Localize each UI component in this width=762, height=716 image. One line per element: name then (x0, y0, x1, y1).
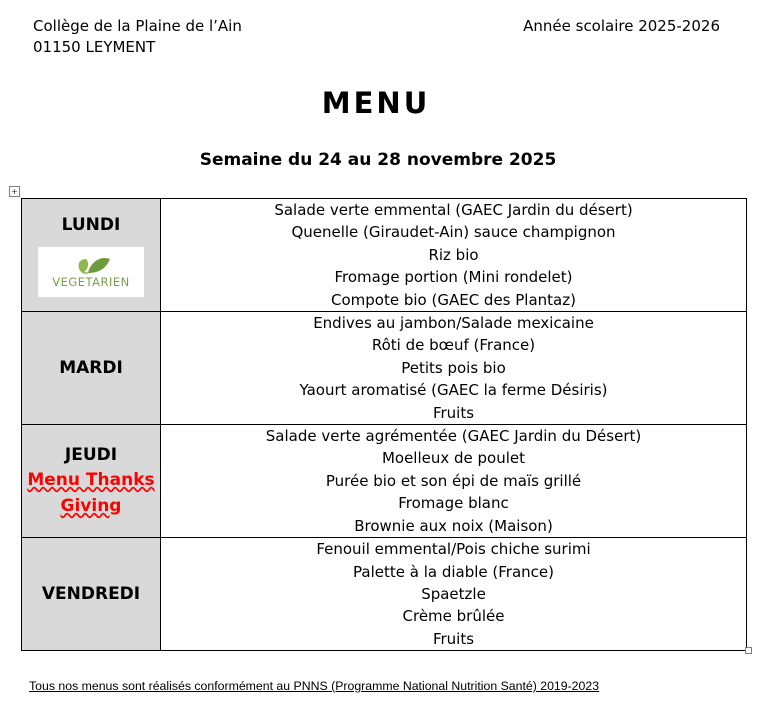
day-name-friday: VENDREDI (41, 584, 141, 605)
dish: Petits pois bio (401, 358, 506, 377)
table-row-monday (22, 199, 747, 312)
day-cell-tuesday (22, 312, 161, 425)
school-year: Année scolaire 2025-2026 (523, 17, 720, 35)
vegetarian-label: VEGETARIEN (52, 275, 130, 290)
dish: Spaetzle (421, 584, 486, 603)
dish: Palette à la diable (France) (353, 562, 554, 581)
vegetarian-logo (38, 247, 144, 297)
dishes-cell-friday (161, 538, 747, 651)
dishes-cell-tuesday (161, 312, 747, 425)
table-resize-handle[interactable] (745, 647, 752, 654)
dish: Purée bio et son épi de maïs grillé (325, 471, 582, 490)
dish: Fromage blanc (398, 494, 509, 513)
special-menu-label: Giving (60, 496, 122, 517)
week-subtitle: Semaine du 24 au 28 novembre 2025 (199, 150, 557, 170)
dish: Compote bio (GAEC des Plantaz) (331, 290, 576, 309)
dish: Endives au jambon/Salade mexicaine (313, 314, 594, 333)
dishes-cell-monday (161, 199, 747, 312)
dish: Fromage portion (Mini rondelet) (334, 268, 573, 287)
dish: Moelleux de poulet (381, 449, 526, 468)
dish: Fruits (432, 629, 475, 648)
header-school-block (33, 16, 242, 58)
dish: Fruits (432, 403, 475, 422)
table-row-friday (22, 538, 747, 651)
day-name-tuesday: MARDI (59, 358, 123, 379)
dish: Brownie aux noix (Maison) (354, 516, 553, 535)
day-name-thursday: JEUDI (64, 445, 118, 466)
dish: Riz bio (428, 245, 479, 264)
table-move-handle-icon[interactable]: + (9, 186, 20, 197)
dish: Salade verte emmental (GAEC Jardin du désert) (274, 201, 633, 219)
school-name: Collège de la Plaine de l’Ain (33, 17, 242, 35)
table-row-tuesday (22, 312, 747, 425)
dish: Fenouil emmental/Pois chiche surimi (316, 540, 591, 559)
footer-note: Tous nos menus sont réalisés conformément au PNNS (Programme National Nutrition Santé) 2019-2023 (29, 679, 600, 693)
day-cell-thursday (22, 425, 161, 538)
day-name-monday: LUNDI (61, 215, 121, 236)
dishes-cell-thursday (161, 425, 747, 538)
special-menu-label: Menu Thanks (27, 470, 155, 491)
menu-table (21, 198, 747, 651)
dish: Quenelle (Giraudet-Ain) sauce champignon (291, 223, 616, 242)
leaves-icon (38, 247, 144, 297)
dish: Salade verte agrémentée (GAEC Jardin du Désert) (265, 427, 642, 446)
table-row-thursday (22, 425, 747, 538)
dish: Rôti de bœuf (France) (371, 336, 536, 355)
page-title: MENU (321, 86, 431, 120)
day-cell-monday (22, 199, 161, 312)
dish: Crème brûlée (402, 607, 505, 626)
dish: Yaourt aromatisé (GAEC la ferme Désiris) (299, 381, 608, 400)
day-cell-friday (22, 538, 161, 651)
school-address: 01150 LEYMENT (33, 38, 156, 56)
